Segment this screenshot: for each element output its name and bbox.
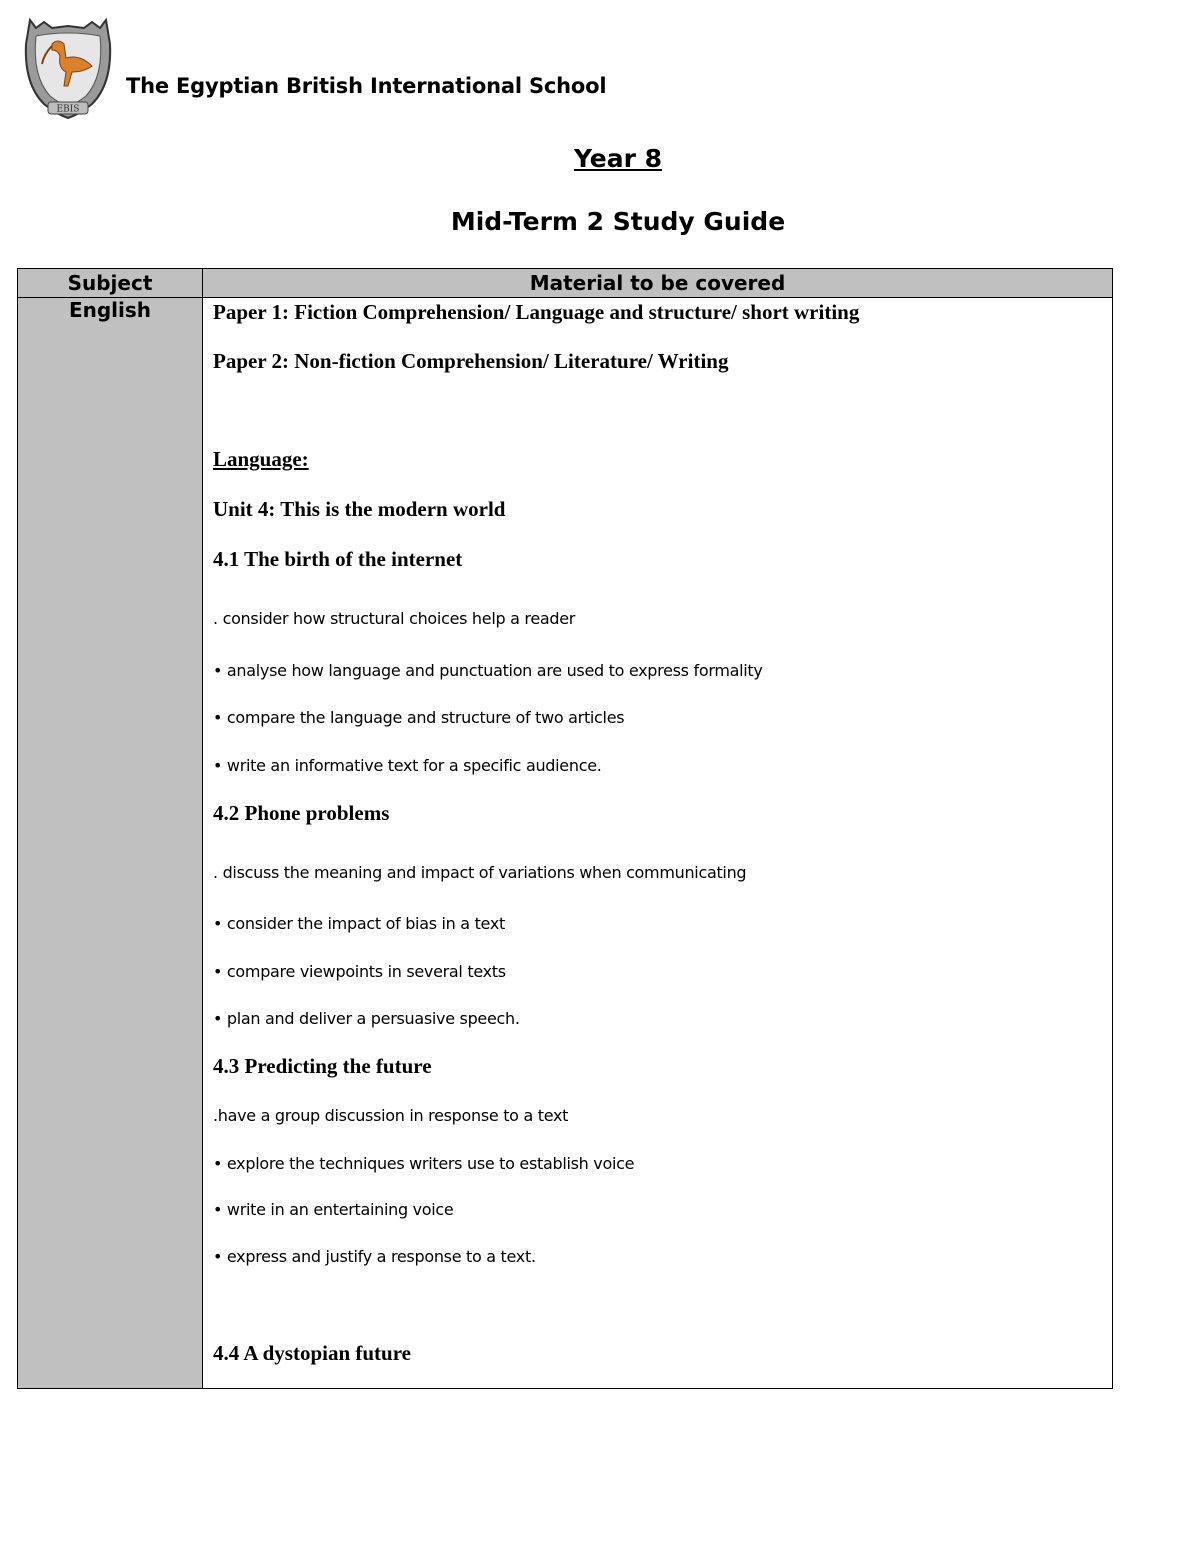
material-cell <box>203 298 1113 1389</box>
school-crest-logo <box>22 14 114 120</box>
paper-2-line: Paper 2: Non-fiction Comprehension/ Literature/ Writing <box>213 349 729 373</box>
header-subject: Subject <box>18 269 203 298</box>
language-heading: Language: <box>213 447 309 471</box>
subject-cell: English <box>18 298 203 1389</box>
school-name: The Egyptian British International School <box>126 74 607 98</box>
list-item: . consider how structural choices help a reader <box>213 609 576 628</box>
section-4-3-heading: 4.3 Predicting the future <box>213 1054 432 1078</box>
study-guide-table <box>17 268 1113 1389</box>
table-row <box>18 298 1113 1389</box>
year-title: Year 8 <box>573 144 663 173</box>
list-item: . discuss the meaning and impact of variations when communicating <box>213 863 747 882</box>
list-item: • compare the language and structure of two articles <box>213 708 625 727</box>
list-item: • explore the techniques writers use to establish voice <box>213 1154 635 1173</box>
list-item: • write in an entertaining voice <box>213 1200 454 1219</box>
list-item: • plan and deliver a persuasive speech. <box>213 1009 520 1028</box>
table-header-row <box>18 269 1113 298</box>
list-item: • consider the impact of bias in a text <box>213 914 505 933</box>
list-item: • write an informative text for a specific audience. <box>213 756 602 775</box>
guide-title: Mid-Term 2 Study Guide <box>450 207 786 236</box>
list-item: • compare viewpoints in several texts <box>213 962 506 981</box>
list-item: • express and justify a response to a text. <box>213 1247 536 1266</box>
list-item: • analyse how language and punctuation are used to express formality <box>213 661 763 680</box>
section-4-2-heading: 4.2 Phone problems <box>213 801 390 825</box>
header-material: Material to be covered <box>203 269 1113 298</box>
paper-1-line: Paper 1: Fiction Comprehension/ Language and structure/ short writing <box>213 300 860 324</box>
section-4-4-heading: 4.4 A dystopian future <box>213 1341 411 1365</box>
list-item: .have a group discussion in response to a text <box>213 1106 569 1125</box>
section-4-1-heading: 4.1 The birth of the internet <box>213 547 463 571</box>
unit-4-heading: Unit 4: This is the modern world <box>213 497 506 521</box>
logo-text: EBIS <box>56 104 80 115</box>
